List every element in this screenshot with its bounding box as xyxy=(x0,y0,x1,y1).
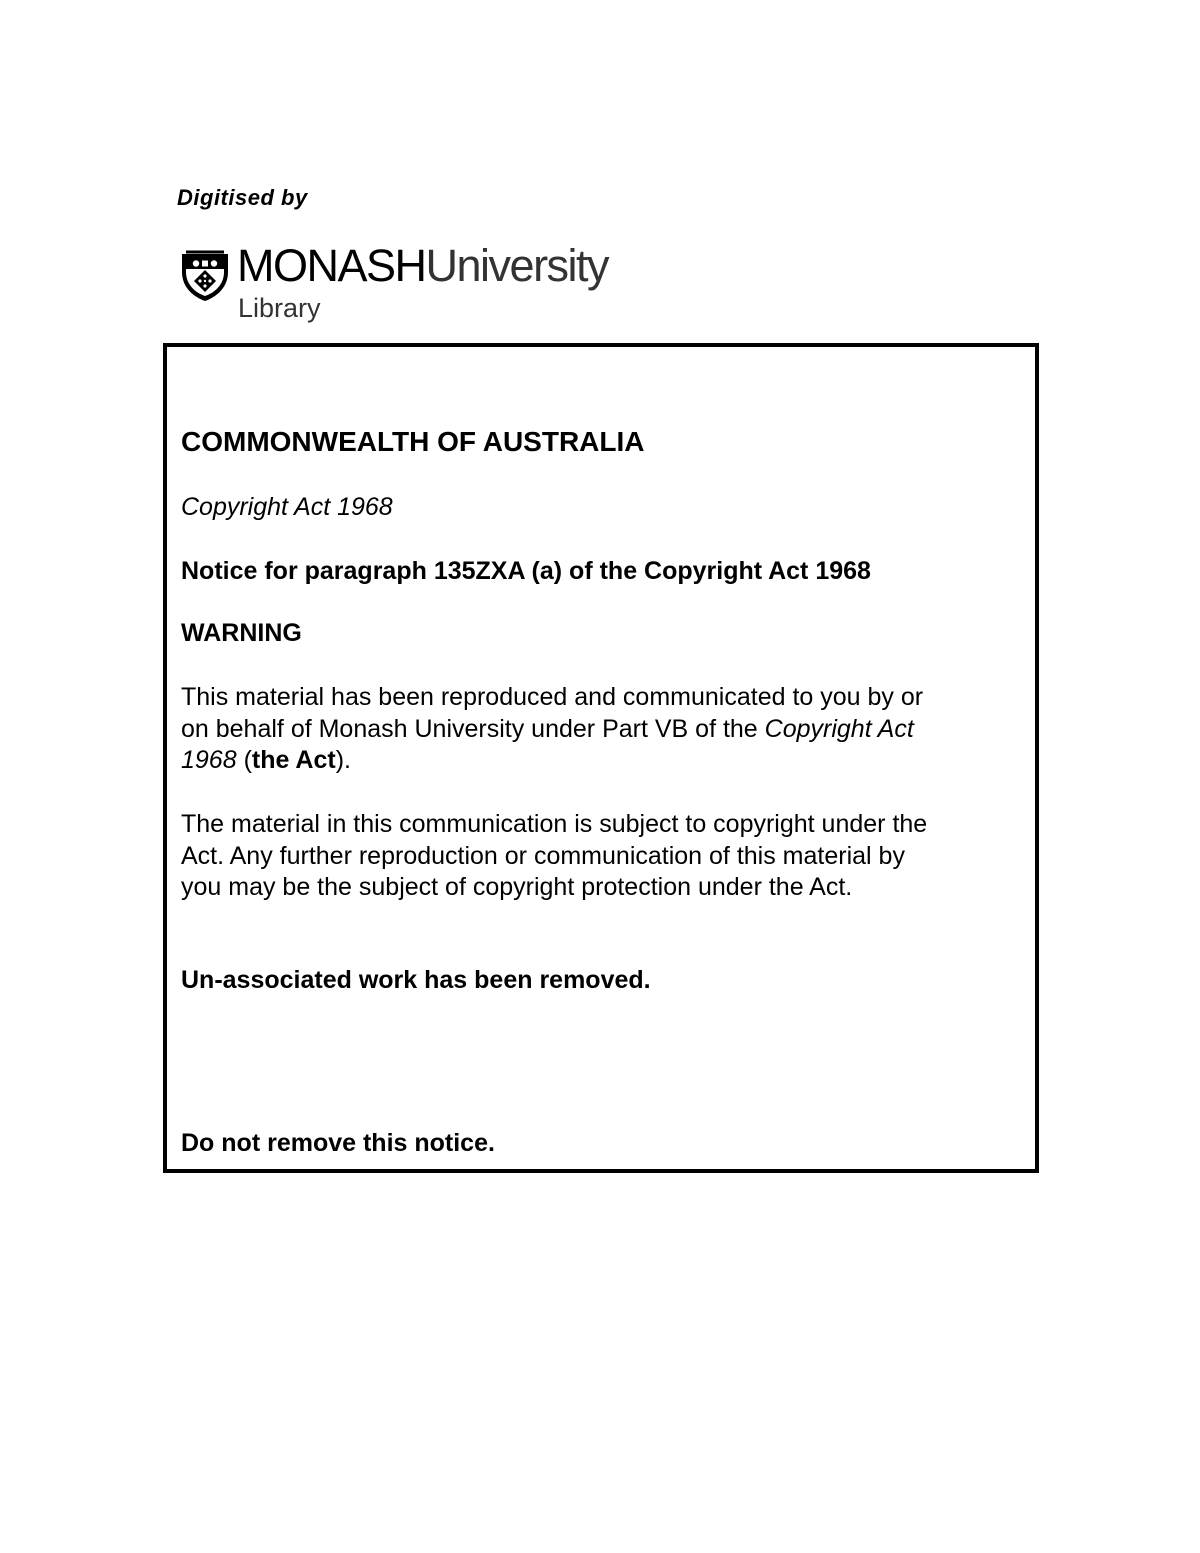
monash-university-library-logo xyxy=(180,240,640,328)
para1-line3-open: ( xyxy=(236,746,252,774)
para2-line1: The material in this communication is subject to copyright under the xyxy=(181,810,928,838)
copyright-paragraph xyxy=(181,809,927,904)
para1-line3-the-act: the Act xyxy=(251,746,336,774)
logo-university-text: University xyxy=(425,240,609,291)
para2-line2: Act. Any further reproduction or communication of this material by xyxy=(181,841,905,870)
unassociated-work-removed-text: Un-associated work has been removed. xyxy=(181,966,651,994)
para1-line2 xyxy=(181,714,923,746)
para1-line3-close: ). xyxy=(335,746,351,774)
digitised-by-label: Digitised by xyxy=(177,185,308,210)
logo-wordmark xyxy=(237,238,608,294)
do-not-remove-text: Do not remove this notice. xyxy=(181,1129,495,1157)
notice-heading: COMMONWEALTH OF AUSTRALIA xyxy=(181,426,645,457)
para2-line3: you may be the subject of copyright protection under the Act. xyxy=(181,873,853,901)
copyright-notice-box xyxy=(163,343,1039,1173)
notice-paragraph-line: Notice for paragraph 135ZXA (a) of the Copyright Act 1968 xyxy=(181,557,871,585)
logo-library-text: Library xyxy=(238,293,321,323)
act-title: Copyright Act 1968 xyxy=(181,493,393,521)
reproduction-paragraph xyxy=(181,682,923,777)
warning-label: WARNING xyxy=(181,619,302,647)
logo-monash-text: MONASH xyxy=(237,240,426,291)
para1-line3-year: 1968 xyxy=(181,746,237,774)
monash-shield-icon xyxy=(180,246,230,302)
para1-line2-act: Copyright Act xyxy=(764,714,914,743)
para1-line1: This material has been reproduced and communicated to you by or xyxy=(181,683,924,711)
para1-line2-text: on behalf of Monash University under Part VB of the xyxy=(181,714,765,743)
para1-line3 xyxy=(181,745,923,777)
